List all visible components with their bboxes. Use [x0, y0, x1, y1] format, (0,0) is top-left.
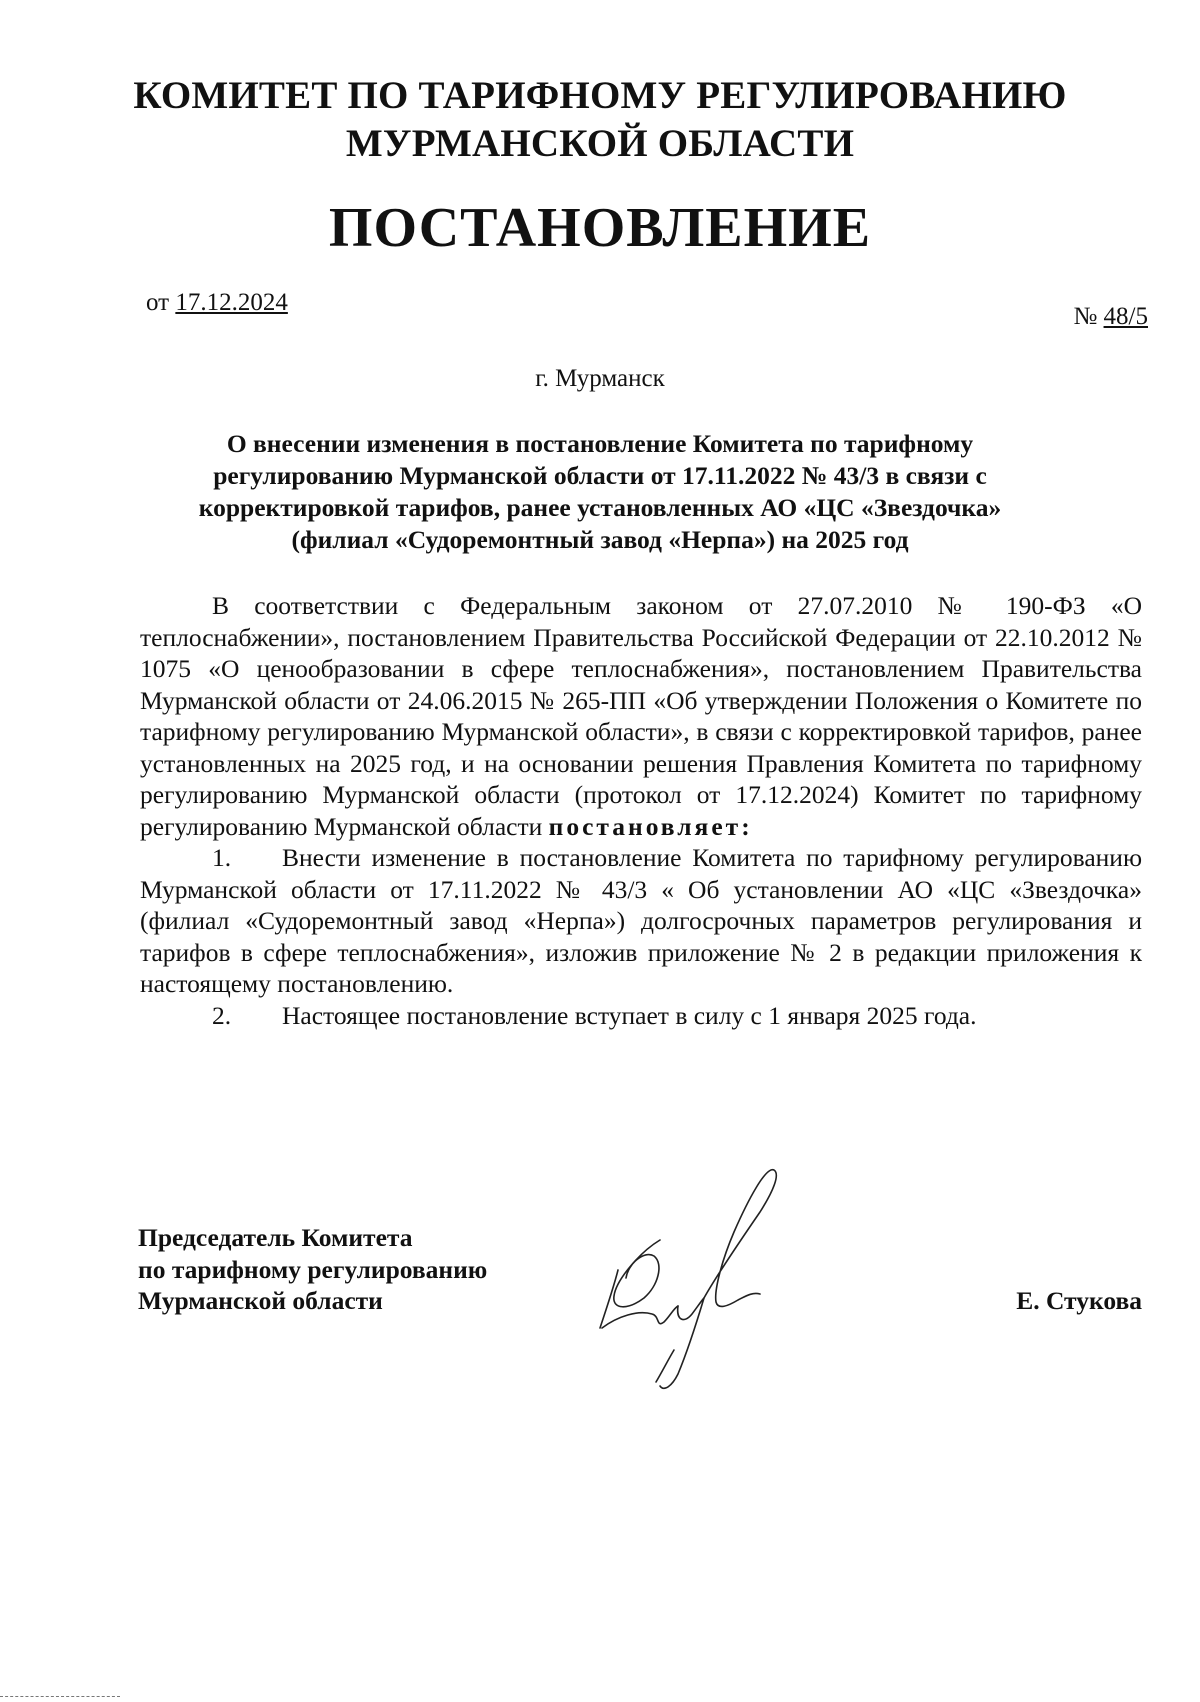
organization-name-line-2: МУРМАНСКОЙ ОБЛАСТИ [345, 122, 855, 165]
signatory-title-line: Председатель Комитета [138, 1223, 413, 1252]
preamble-text: В соответствии с Федеральным законом от 27.07.2010 № 190-ФЗ «О теплоснабжении», постановлением Правительства Российской Федерации от 22.10.2012 № 1075 «О ценообразовании в сфере теплоснабжения», постановлением Правительства Мурманской области от 24.06.2015 № 265-ПП «Об утверждении Положения о Комитете по тарифному регулированию Мурманской области», в связи с корректировкой тарифов, ранее установленных на 2025 год, и на основании решения Правления Комитета по тарифному регулированию Мурманской области (протокол от 17.12.2024) Комитет по тарифному регулированию Мурманской области [140, 591, 1142, 841]
subject-line: О внесении изменения в постановление Комитета по тарифному [226, 429, 974, 458]
document-body [140, 590, 1142, 1031]
page-bottom-rule [0, 1696, 120, 1697]
signatory-title-line: Мурманской области [138, 1286, 383, 1315]
date-prefix: от [146, 289, 176, 316]
organization-name-line-1: КОМИТЕТ ПО ТАРИФНОМУ РЕГУЛИРОВАНИЮ [133, 74, 1067, 117]
document-type: ПОСТАНОВЛЕНИЕ [328, 197, 872, 259]
document-date [146, 288, 288, 318]
decree-word: постановляет: [548, 811, 753, 841]
item-text: Настоящее постановление вступает в силу с 1 января 2025 года. [282, 1000, 977, 1030]
signatory-title-line: по тарифному регулированию [138, 1254, 488, 1284]
preamble-paragraph [140, 590, 1142, 842]
item-text: Внести изменение в постановление Комитета по тарифному регулированию Мурманской области от 17.11.2022 № 43/3 « Об установлении АО «ЦС «Звездочка» (филиал «Судоремонтный завод «Нерпа») долгосрочных параметров регулирования и тарифов в сфере теплоснабжения», изложив приложение № 2 в редакции приложения к настоящему постановлению. [140, 843, 1142, 998]
subject-line: (филиал «Судоремонтный завод «Нерпа») на 2025 год [291, 525, 909, 554]
organization-name [100, 72, 1100, 168]
document-city: г. Мурманск [535, 365, 665, 392]
signatory-name: Е. Стукова [1016, 1286, 1142, 1315]
number-value: 48/5 [1103, 303, 1148, 330]
handwritten-signature [598, 1160, 838, 1395]
decree-item [140, 842, 1142, 1000]
date-value: 17.12.2024 [175, 289, 288, 316]
item-number: 2. [212, 1000, 232, 1030]
decree-item [140, 1000, 1142, 1032]
signatory-title [138, 1222, 487, 1317]
number-prefix: № [1073, 303, 1104, 330]
subject-line: регулированию Мурманской области от 17.11.2022 № 43/3 в связи с [213, 461, 987, 490]
item-number: 1. [212, 843, 232, 872]
document-number [1073, 302, 1148, 332]
document-subject [150, 428, 1050, 556]
subject-line: корректировкой тарифов, ранее установленных АО «ЦС «Звездочка» [198, 493, 1002, 522]
